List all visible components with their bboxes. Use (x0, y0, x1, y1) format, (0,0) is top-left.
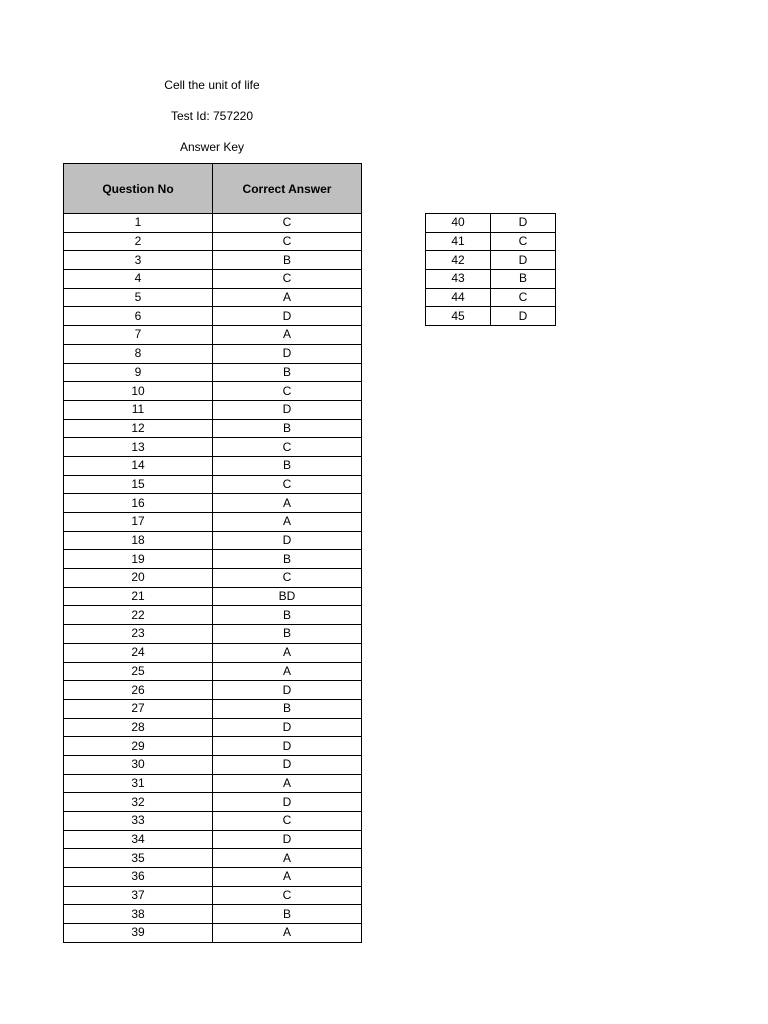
correct-answer-cell: D (213, 737, 362, 756)
question-number-cell: 20 (64, 569, 213, 588)
table-row (64, 774, 362, 793)
question-number-cell: 6 (64, 307, 213, 326)
correct-answer-cell: A (213, 494, 362, 513)
header-correct-answer: Correct Answer (213, 164, 362, 214)
correct-answer-cell: D (491, 251, 556, 270)
correct-answer-cell: A (213, 774, 362, 793)
question-number-cell: 21 (64, 587, 213, 606)
question-number-cell: 45 (426, 307, 491, 326)
correct-answer-cell: C (213, 812, 362, 831)
table-row (64, 755, 362, 774)
table-header-row (64, 164, 362, 214)
correct-answer-cell: C (213, 438, 362, 457)
correct-answer-cell: D (213, 830, 362, 849)
correct-answer-cell: C (213, 569, 362, 588)
table-row (64, 550, 362, 569)
table-row (64, 718, 362, 737)
correct-answer-cell: D (491, 307, 556, 326)
correct-answer-cell: D (213, 793, 362, 812)
correct-answer-cell: D (213, 718, 362, 737)
question-number-cell: 3 (64, 251, 213, 270)
table-row (426, 307, 556, 326)
table-row (64, 737, 362, 756)
answer-key-body (64, 214, 362, 943)
question-number-cell: 8 (64, 344, 213, 363)
table-row (64, 475, 362, 494)
correct-answer-cell: B (213, 606, 362, 625)
correct-answer-cell: B (213, 456, 362, 475)
question-number-cell: 15 (64, 475, 213, 494)
table-row (64, 456, 362, 475)
question-number-cell: 19 (64, 550, 213, 569)
correct-answer-cell: A (213, 662, 362, 681)
header-question-no: Question No (64, 164, 213, 214)
table-row (64, 793, 362, 812)
table-row (64, 400, 362, 419)
correct-answer-cell: D (491, 214, 556, 233)
table-row (64, 662, 362, 681)
correct-answer-cell: D (213, 307, 362, 326)
table-row (64, 288, 362, 307)
question-number-cell: 26 (64, 681, 213, 700)
table-row (64, 681, 362, 700)
table-row (64, 531, 362, 550)
question-number-cell: 7 (64, 326, 213, 345)
question-number-cell: 37 (64, 886, 213, 905)
correct-answer-cell: B (213, 699, 362, 718)
correct-answer-cell: B (213, 550, 362, 569)
question-number-cell: 29 (64, 737, 213, 756)
question-number-cell: 31 (64, 774, 213, 793)
correct-answer-cell: B (213, 905, 362, 924)
correct-answer-cell: A (213, 643, 362, 662)
table-row (426, 214, 556, 233)
answer-key-label: Answer Key (179, 140, 245, 154)
correct-answer-cell: A (213, 868, 362, 887)
table-row (64, 606, 362, 625)
correct-answer-cell: C (213, 475, 362, 494)
question-number-cell: 14 (64, 456, 213, 475)
correct-answer-cell: C (213, 270, 362, 289)
question-number-cell: 40 (426, 214, 491, 233)
correct-answer-cell: A (213, 513, 362, 532)
question-number-cell: 10 (64, 382, 213, 401)
correct-answer-cell: C (213, 214, 362, 233)
correct-answer-cell: C (213, 886, 362, 905)
question-number-cell: 33 (64, 812, 213, 831)
table-row (64, 494, 362, 513)
table-row (426, 232, 556, 251)
table-row (64, 214, 362, 233)
question-number-cell: 17 (64, 513, 213, 532)
table-row (64, 699, 362, 718)
table-row (64, 251, 362, 270)
table-row (426, 251, 556, 270)
table-row (64, 438, 362, 457)
table-row (426, 288, 556, 307)
question-number-cell: 2 (64, 232, 213, 251)
table-row (64, 625, 362, 644)
table-row (64, 382, 362, 401)
question-number-cell: 5 (64, 288, 213, 307)
question-number-cell: 41 (426, 232, 491, 251)
table-row (426, 270, 556, 289)
correct-answer-cell: B (213, 363, 362, 382)
question-number-cell: 24 (64, 643, 213, 662)
question-number-cell: 18 (64, 531, 213, 550)
table-row (64, 587, 362, 606)
question-number-cell: 27 (64, 699, 213, 718)
table-row (64, 886, 362, 905)
correct-answer-cell: B (213, 625, 362, 644)
question-number-cell: 39 (64, 924, 213, 943)
correct-answer-cell: D (213, 755, 362, 774)
correct-answer-cell: A (213, 924, 362, 943)
question-number-cell: 16 (64, 494, 213, 513)
question-number-cell: 38 (64, 905, 213, 924)
question-number-cell: 42 (426, 251, 491, 270)
continuation-body (426, 214, 556, 326)
correct-answer-cell: D (213, 531, 362, 550)
correct-answer-cell: C (213, 232, 362, 251)
question-number-cell: 25 (64, 662, 213, 681)
question-number-cell: 36 (64, 868, 213, 887)
question-number-cell: 43 (426, 270, 491, 289)
correct-answer-cell: C (491, 232, 556, 251)
table-row (64, 307, 362, 326)
table-row (64, 830, 362, 849)
test-id: Test Id: 757220 (170, 109, 254, 123)
question-number-cell: 32 (64, 793, 213, 812)
table-row (64, 569, 362, 588)
question-number-cell: 35 (64, 849, 213, 868)
question-number-cell: 1 (64, 214, 213, 233)
correct-answer-cell: C (213, 382, 362, 401)
question-number-cell: 34 (64, 830, 213, 849)
correct-answer-cell: D (213, 400, 362, 419)
table-row (64, 513, 362, 532)
table-row (64, 232, 362, 251)
table-row (64, 924, 362, 943)
table-row (64, 344, 362, 363)
document-title: Cell the unit of life (164, 78, 260, 92)
question-number-cell: 23 (64, 625, 213, 644)
correct-answer-cell: A (213, 288, 362, 307)
answer-key-table (63, 163, 362, 943)
question-number-cell: 4 (64, 270, 213, 289)
question-number-cell: 28 (64, 718, 213, 737)
question-number-cell: 9 (64, 363, 213, 382)
table-row (64, 812, 362, 831)
correct-answer-cell: D (213, 344, 362, 363)
table-row (64, 326, 362, 345)
question-number-cell: 22 (64, 606, 213, 625)
correct-answer-cell: D (213, 681, 362, 700)
table-row (64, 868, 362, 887)
table-row (64, 270, 362, 289)
table-row (64, 363, 362, 382)
table-row (64, 419, 362, 438)
table-row (64, 905, 362, 924)
correct-answer-cell: B (213, 419, 362, 438)
correct-answer-cell: BD (213, 587, 362, 606)
question-number-cell: 30 (64, 755, 213, 774)
table-row (64, 643, 362, 662)
correct-answer-cell: A (213, 849, 362, 868)
correct-answer-cell: C (491, 288, 556, 307)
question-number-cell: 44 (426, 288, 491, 307)
question-number-cell: 11 (64, 400, 213, 419)
answer-key-continuation-table (425, 213, 556, 326)
table-row (64, 849, 362, 868)
question-number-cell: 13 (64, 438, 213, 457)
question-number-cell: 12 (64, 419, 213, 438)
correct-answer-cell: A (213, 326, 362, 345)
correct-answer-cell: B (491, 270, 556, 289)
correct-answer-cell: B (213, 251, 362, 270)
